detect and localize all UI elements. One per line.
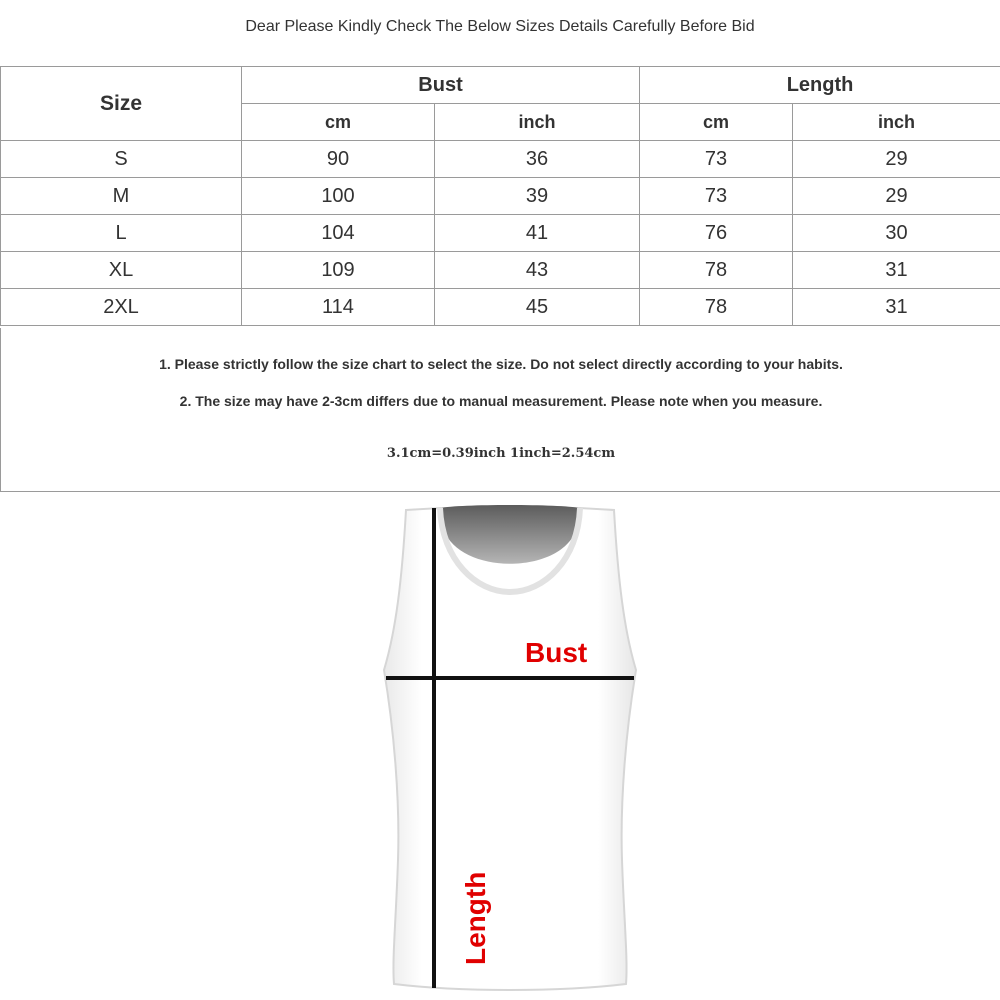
length-cm-cell: 78 xyxy=(640,252,793,289)
bust-inch-header: inch xyxy=(435,104,640,141)
note-size-chart: 1. Please strictly follow the size chart to select the size. Do not select directly according to your habits. xyxy=(159,356,843,372)
length-inch-header: inch xyxy=(793,104,1000,141)
size-cell: S xyxy=(1,141,242,178)
length-cm-cell: 73 xyxy=(640,141,793,178)
neck-opening xyxy=(440,505,580,564)
bust-cm-cell: 114 xyxy=(242,289,435,326)
table-header-row xyxy=(1,67,1000,104)
table-row xyxy=(1,178,1000,215)
length-cm-cell: 76 xyxy=(640,215,793,252)
garment-body xyxy=(384,508,636,990)
length-cm-cell: 73 xyxy=(640,178,793,215)
length-column-header: Length xyxy=(640,67,1000,104)
bust-inch-cell: 41 xyxy=(435,215,640,252)
bust-inch-cell: 36 xyxy=(435,141,640,178)
table-row xyxy=(1,215,1000,252)
length-inch-cell: 29 xyxy=(793,178,1000,215)
size-column-header: Size xyxy=(1,67,242,141)
length-inch-cell: 30 xyxy=(793,215,1000,252)
length-label: Length xyxy=(460,871,491,965)
size-cell: L xyxy=(1,215,242,252)
size-cell: 2XL xyxy=(1,289,242,326)
unit-conversion-note: 3.1cm=0.39inch 1inch=2.54cm xyxy=(386,446,616,461)
length-cm-cell: 78 xyxy=(640,289,793,326)
bust-inch-cell: 43 xyxy=(435,252,640,289)
bust-inch-cell: 45 xyxy=(435,289,640,326)
size-table xyxy=(0,66,1000,326)
size-cell: M xyxy=(1,178,242,215)
size-chart-title: Dear Please Kindly Check The Below Sizes Details Carefully Before Bid xyxy=(245,18,755,35)
table-row xyxy=(1,252,1000,289)
bust-cm-cell: 90 xyxy=(242,141,435,178)
bust-cm-cell: 109 xyxy=(242,252,435,289)
length-inch-cell: 31 xyxy=(793,252,1000,289)
table-row xyxy=(1,289,1000,326)
bust-cm-header: cm xyxy=(242,104,435,141)
bust-cm-cell: 100 xyxy=(242,178,435,215)
notes-panel xyxy=(0,328,1000,492)
length-inch-cell: 29 xyxy=(793,141,1000,178)
tank-top-diagram xyxy=(380,500,640,995)
length-cm-header: cm xyxy=(640,104,793,141)
bust-cm-cell: 104 xyxy=(242,215,435,252)
note-measurement: 2. The size may have 2-3cm differs due to manual measurement. Please note when you measure. xyxy=(179,393,823,409)
bust-column-header: Bust xyxy=(242,67,640,104)
length-inch-cell: 31 xyxy=(793,289,1000,326)
bust-label: Bust xyxy=(525,637,588,668)
size-cell: XL xyxy=(1,252,242,289)
bust-inch-cell: 39 xyxy=(435,178,640,215)
table-row xyxy=(1,141,1000,178)
